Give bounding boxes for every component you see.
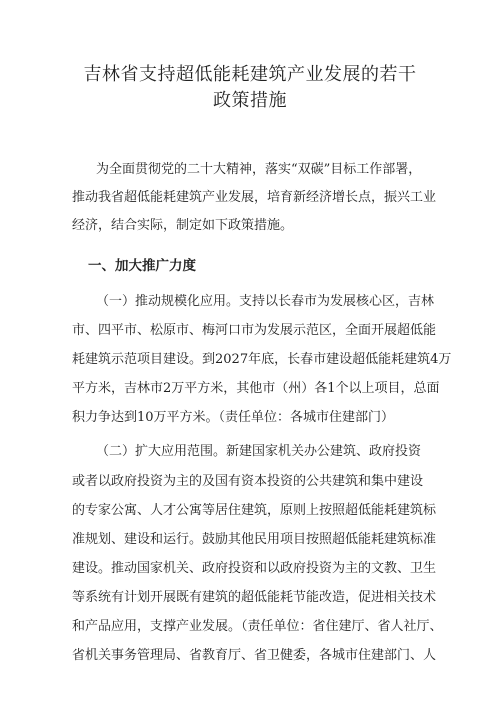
document-title-line-1: 吉林省支持超低能耗建筑产业发展的若干 xyxy=(83,64,417,85)
document-title-line-2: 政策措施 xyxy=(213,90,287,111)
item2-line: 建设。推动国家机关、政府投资和以政府投资为主的文教、卫生 xyxy=(72,561,437,576)
item2-line: 或者以政府投资为主的及国有资本投资的公共建筑和集中建设 xyxy=(72,474,424,489)
item2-line: 的专家公寓、人才公寓等居住建筑，原则上按照超低能耗建筑标 xyxy=(72,503,437,518)
intro-line: 经济，结合实际，制定如下政策措施。 xyxy=(72,218,294,233)
item1-line: 积力争达到10万平方米。（责任单位：各城市住建部门） xyxy=(72,410,395,425)
item1-line: 耗建筑示范项目建设。到2027年底，长春市建设超低能耗建筑4万 xyxy=(72,352,452,367)
intro-line: 推动我省超低能耗建筑产业发展，培育新经济增长点，振兴工业 xyxy=(72,190,437,205)
item1-line: 平方米，吉林市2万平方米，其他市（州）各1个以上项目，总面 xyxy=(72,381,440,396)
item2-line: 省机关事务管理局、省教育厅、省卫健委，各城市住建部门、人 xyxy=(72,648,437,663)
section-heading: 一、加大推广力度 xyxy=(88,258,196,274)
item1-line: （一）推动规模化应用。支持以长春市为发展核心区，吉林 xyxy=(96,294,435,309)
item2-line: （二）扩大应用范围。新建国家机关办公建筑、政府投资 xyxy=(96,444,422,459)
intro-line: 为全面贯彻党的二十大精神，落实“双碳”目标工作部署， xyxy=(96,162,422,177)
item1-line: 市、四平市、松原市、梅河口市为发展示范区，全面开展超低能 xyxy=(72,323,437,338)
item2-line: 等系统有计划开展既有建筑的超低能耗节能改造，促进相关技术 xyxy=(72,590,437,605)
item2-line: 准规划、建设和运行。鼓励其他民用项目按照超低能耗建筑标准 xyxy=(72,532,437,547)
item2-line: 和产品应用，支撑产业发展。（责任单位：省住建厅、省人社厅、 xyxy=(72,619,443,634)
